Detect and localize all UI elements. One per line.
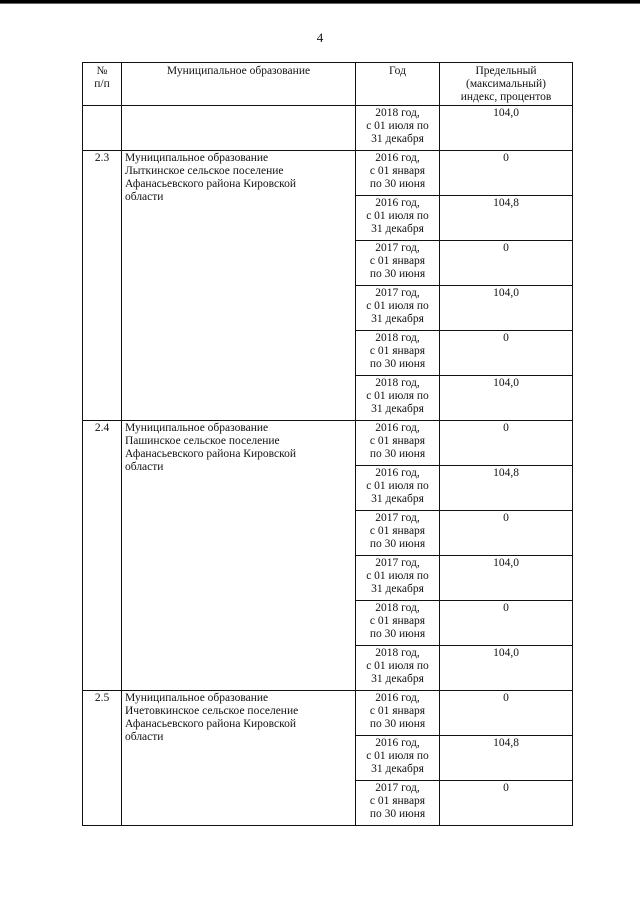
period-text: 2016 год, с 01 января по 30 июня xyxy=(369,692,426,730)
row-number-cell: 2.5 xyxy=(83,691,122,826)
row-number-cell: 2.3 xyxy=(83,151,122,421)
header-number: № п/п xyxy=(83,63,122,106)
index-value-cell: 104,0 xyxy=(440,286,573,331)
period-cell xyxy=(356,376,440,421)
page-number: 4 xyxy=(316,30,324,45)
municipality-cell xyxy=(122,691,356,826)
period-text: 2016 год, с 01 июля по 31 декабря xyxy=(366,737,429,775)
table-row xyxy=(83,151,573,196)
municipality-name: Муниципальное образование Лыткинское сельское поселение Афанасьевского района Кировской области xyxy=(125,152,297,203)
table-row xyxy=(83,106,573,151)
row-number-cell: 2.4 xyxy=(83,421,122,691)
index-value-cell: 0 xyxy=(440,331,573,376)
index-value-cell: 0 xyxy=(440,511,573,556)
index-value-cell: 0 xyxy=(440,691,573,736)
period-text: 2016 год, с 01 января по 30 июня xyxy=(369,152,426,190)
header-year: Год xyxy=(356,63,440,106)
period-text: 2018 год, с 01 июля по 31 декабря xyxy=(366,647,429,685)
period-cell xyxy=(356,151,440,196)
index-value-cell: 0 xyxy=(440,421,573,466)
header-index: Предельный (максимальный) индекс, процентов xyxy=(440,63,573,106)
period-cell xyxy=(356,241,440,286)
period-text: 2017 год, с 01 января по 30 июня xyxy=(369,512,426,550)
index-value-cell: 104,0 xyxy=(440,556,573,601)
index-value-cell: 104,0 xyxy=(440,376,573,421)
period-text: 2016 год, с 01 января по 30 июня xyxy=(369,422,426,460)
period-text: 2017 год, с 01 января по 30 июня xyxy=(369,782,426,820)
period-cell xyxy=(356,556,440,601)
tariff-index-table xyxy=(82,62,573,826)
period-text: 2017 год, с 01 января по 30 июня xyxy=(369,242,426,280)
period-text: 2018 год, с 01 июля по 31 декабря xyxy=(366,107,429,145)
period-text: 2016 год, с 01 июля по 31 декабря xyxy=(366,197,429,235)
municipality-name: Муниципальное образование Ичетовкинское сельское поселение Афанасьевского района Кировской области xyxy=(125,692,299,743)
municipality-name: Муниципальное образование Пашинское сельское поселение Афанасьевского района Кировской области xyxy=(125,422,297,473)
period-cell xyxy=(356,286,440,331)
period-cell xyxy=(356,646,440,691)
index-value-cell: 0 xyxy=(440,241,573,286)
municipality-cell xyxy=(122,421,356,691)
period-cell xyxy=(356,736,440,781)
period-cell xyxy=(356,781,440,826)
row-number-cell xyxy=(83,106,122,151)
period-cell xyxy=(356,691,440,736)
index-value-cell: 0 xyxy=(440,601,573,646)
period-text: 2018 год, с 01 июля по 31 декабря xyxy=(366,377,429,415)
index-value-cell: 0 xyxy=(440,781,573,826)
table-header-row xyxy=(83,63,573,106)
index-value-cell: 104,8 xyxy=(440,196,573,241)
period-text: 2017 год, с 01 июля по 31 декабря xyxy=(366,287,429,325)
table-body xyxy=(83,106,573,826)
municipality-cell xyxy=(122,106,356,151)
period-cell xyxy=(356,106,440,151)
period-cell xyxy=(356,601,440,646)
index-value-cell: 104,0 xyxy=(440,106,573,151)
municipality-cell xyxy=(122,151,356,421)
table-row xyxy=(83,421,573,466)
header-municipality: Муниципальное образование xyxy=(122,63,356,106)
period-cell xyxy=(356,331,440,376)
index-value-cell: 104,8 xyxy=(440,736,573,781)
period-cell xyxy=(356,196,440,241)
period-text: 2016 год, с 01 июля по 31 декабря xyxy=(366,467,429,505)
period-text: 2017 год, с 01 июля по 31 декабря xyxy=(366,557,429,595)
index-value-cell: 0 xyxy=(440,151,573,196)
period-cell xyxy=(356,421,440,466)
index-value-cell: 104,8 xyxy=(440,466,573,511)
period-text: 2018 год, с 01 января по 30 июня xyxy=(369,332,426,370)
period-cell xyxy=(356,511,440,556)
top-border-line xyxy=(0,0,640,6)
table-row xyxy=(83,691,573,736)
index-value-cell: 104,0 xyxy=(440,646,573,691)
period-cell xyxy=(356,466,440,511)
period-text: 2018 год, с 01 января по 30 июня xyxy=(369,602,426,640)
